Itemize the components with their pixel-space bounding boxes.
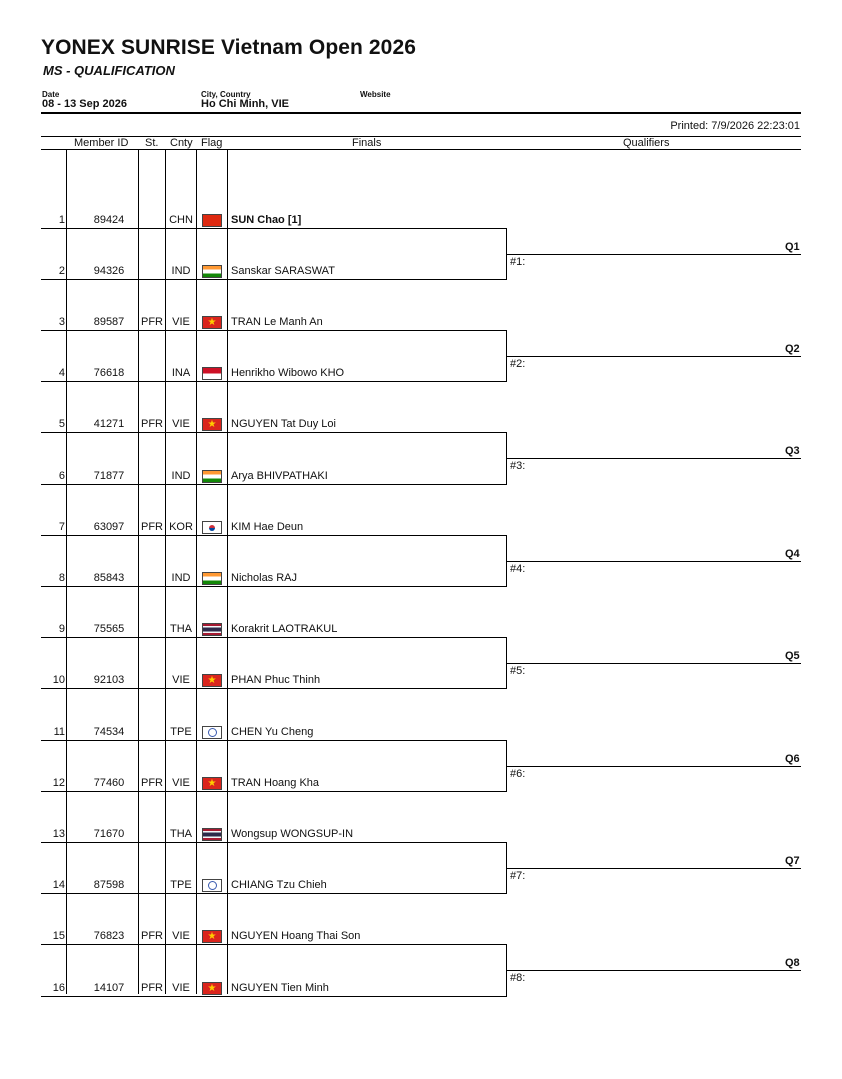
row-underline [41, 535, 506, 536]
draw-position: 14 [52, 879, 65, 891]
member-id: 76823 [93, 930, 125, 942]
row-underline [41, 586, 506, 587]
country-code: VIE [172, 418, 190, 430]
player-row [0, 622, 842, 638]
country-code: IND [171, 265, 191, 277]
member-id: 76618 [93, 367, 125, 379]
india-flag-icon [202, 265, 222, 278]
draw-position: 10 [52, 674, 65, 686]
draw-position: 15 [52, 930, 65, 942]
col-member-id: Member ID [74, 137, 129, 149]
country-code: VIE [172, 982, 190, 994]
india-flag-icon [202, 470, 222, 483]
country-code: VIE [172, 674, 190, 686]
china-flag-icon [202, 214, 222, 227]
player-name: Arya BHIVPATHAKI [231, 470, 328, 482]
player-row [0, 776, 842, 792]
player-name: NGUYEN Tat Duy Loi [231, 418, 336, 430]
row-underline [41, 791, 506, 792]
city-value: Ho Chi Minh, VIE [201, 98, 289, 110]
player-row [0, 417, 842, 433]
draw-position: 12 [52, 777, 65, 789]
qualifier-line [506, 356, 801, 357]
player-row [0, 827, 842, 843]
row-underline [41, 484, 506, 485]
row-underline [41, 893, 506, 894]
draw-position: 3 [58, 316, 65, 328]
country-code: INA [171, 367, 191, 379]
player-row [0, 366, 842, 382]
country-code: VIE [172, 316, 190, 328]
qualifier-line [506, 458, 801, 459]
qualifier-line [506, 561, 801, 562]
row-underline [41, 228, 506, 229]
country-code: VIE [172, 930, 190, 942]
player-name: PHAN Phuc Thinh [231, 674, 321, 686]
qualifier-slot: Q2 [785, 343, 800, 355]
draw-position: 7 [58, 521, 65, 533]
row-underline [41, 279, 506, 280]
date-value: 08 - 13 Sep 2026 [42, 98, 128, 110]
member-id: 89424 [93, 214, 125, 226]
country-code: KOR [169, 521, 193, 533]
draw-position: 4 [58, 367, 65, 379]
player-name: SUN Chao [1] [231, 214, 302, 226]
player-row [0, 213, 842, 229]
col-flag: Flag [201, 137, 223, 149]
player-status: PFR [141, 418, 163, 430]
player-row [0, 981, 842, 997]
indonesia-flag-icon [202, 367, 222, 380]
country-code: THA [170, 623, 192, 635]
row-underline [41, 842, 506, 843]
chinese-taipei-flag-icon [202, 879, 222, 892]
header-bottom-rule [41, 149, 801, 150]
thailand-flag-icon [202, 623, 222, 636]
qualifier-slot: Q1 [785, 241, 800, 253]
member-id: 77460 [93, 777, 125, 789]
draw-position: 5 [58, 418, 65, 430]
korea-flag-icon [202, 521, 222, 534]
player-status: PFR [141, 982, 163, 994]
match-number: #2: [510, 358, 526, 370]
vietnam-flag-icon: ★ [202, 982, 222, 995]
player-row [0, 520, 842, 536]
member-id: 71877 [93, 470, 125, 482]
website-label: Website [360, 90, 391, 99]
vietnam-flag-icon: ★ [202, 418, 222, 431]
player-name: TRAN Hoang Kha [231, 777, 320, 789]
col-qualifiers: Qualifiers [623, 137, 670, 149]
country-code: TPE [170, 879, 192, 891]
player-status: PFR [141, 316, 163, 328]
match-number: #8: [510, 972, 526, 984]
row-underline [41, 330, 506, 331]
date-label: Date [42, 90, 60, 99]
match-number: #7: [510, 870, 526, 882]
member-id: 74534 [93, 726, 125, 738]
player-name: Korakrit LAOTRAKUL [231, 623, 338, 635]
row-underline [41, 637, 506, 638]
country-code: VIE [172, 777, 190, 789]
player-name: CHEN Yu Cheng [231, 726, 314, 738]
qualifier-slot: Q5 [785, 650, 800, 662]
row-underline [41, 740, 506, 741]
member-id: 89587 [93, 316, 125, 328]
country-code: IND [171, 470, 191, 482]
city-label: City, Country [201, 90, 251, 99]
row-underline [41, 381, 506, 382]
player-name: KIM Hae Deun [231, 521, 304, 533]
member-id: 14107 [93, 982, 125, 994]
vietnam-flag-icon: ★ [202, 316, 222, 329]
member-id: 63097 [93, 521, 125, 533]
row-underline [41, 996, 506, 997]
draw-position: 1 [58, 214, 65, 226]
player-name: Nicholas RAJ [231, 572, 298, 584]
player-row [0, 469, 842, 485]
member-id: 94326 [93, 265, 125, 277]
qualifier-line [506, 254, 801, 255]
player-status: PFR [141, 777, 163, 789]
match-number: #6: [510, 768, 526, 780]
member-id: 75565 [93, 623, 125, 635]
qualifier-slot: Q4 [785, 548, 800, 560]
thailand-flag-icon [202, 828, 222, 841]
player-name: Wongsup WONGSUP-IN [231, 828, 354, 840]
draw-position: 6 [58, 470, 65, 482]
match-number: #3: [510, 460, 526, 472]
draw-position: 2 [58, 265, 65, 277]
player-row [0, 725, 842, 741]
qualifier-line [506, 970, 801, 971]
draw-position: 16 [52, 982, 65, 994]
country-code: IND [171, 572, 191, 584]
player-status: PFR [141, 930, 163, 942]
player-row [0, 264, 842, 280]
member-id: 87598 [93, 879, 125, 891]
player-name: Sanskar SARASWAT [231, 265, 335, 277]
chinese-taipei-flag-icon [202, 726, 222, 739]
player-row [0, 878, 842, 894]
player-name: Henrikho Wibowo KHO [231, 367, 345, 379]
draw-position: 11 [53, 726, 65, 738]
match-number: #5: [510, 665, 526, 677]
qualifier-line [506, 663, 801, 664]
page-title: YONEX SUNRISE Vietnam Open 2026 [41, 36, 417, 59]
col-status: St. [145, 137, 159, 149]
qualifier-slot: Q8 [785, 957, 800, 969]
printed-timestamp: Printed: 7/9/2026 22:23:01 [670, 120, 800, 132]
player-row [0, 673, 842, 689]
qualifier-line [506, 766, 801, 767]
row-underline [41, 688, 506, 689]
row-underline [41, 944, 506, 945]
col-country: Cnty [170, 137, 193, 149]
player-row [0, 929, 842, 945]
col-finals: Finals [352, 137, 382, 149]
qualifier-slot: Q3 [785, 445, 800, 457]
player-status: PFR [141, 521, 163, 533]
qualifier-line [506, 868, 801, 869]
member-id: 41271 [93, 418, 125, 430]
match-number: #1: [510, 256, 526, 268]
match-number: #4: [510, 563, 526, 575]
vietnam-flag-icon: ★ [202, 930, 222, 943]
member-id: 85843 [93, 572, 125, 584]
draw-position: 13 [52, 828, 65, 840]
qualifier-slot: Q6 [785, 753, 800, 765]
qualifier-slot: Q7 [785, 855, 800, 867]
vietnam-flag-icon: ★ [202, 777, 222, 790]
draw-position: 8 [58, 572, 65, 584]
row-underline [41, 432, 506, 433]
header-rule [41, 112, 801, 114]
country-code: TPE [170, 726, 192, 738]
vietnam-flag-icon: ★ [202, 674, 222, 687]
player-row [0, 315, 842, 331]
member-id: 71670 [93, 828, 125, 840]
player-name: NGUYEN Tien Minh [231, 982, 329, 994]
player-name: NGUYEN Hoang Thai Son [231, 930, 361, 942]
player-name: CHIANG Tzu Chieh [231, 879, 327, 891]
country-code: THA [170, 828, 192, 840]
player-name: TRAN Le Manh An [231, 316, 323, 328]
player-row [0, 571, 842, 587]
member-id: 92103 [93, 674, 125, 686]
country-code: CHN [169, 214, 193, 226]
india-flag-icon [202, 572, 222, 585]
draw-position: 9 [58, 623, 65, 635]
page-subtitle: MS - QUALIFICATION [43, 63, 175, 78]
